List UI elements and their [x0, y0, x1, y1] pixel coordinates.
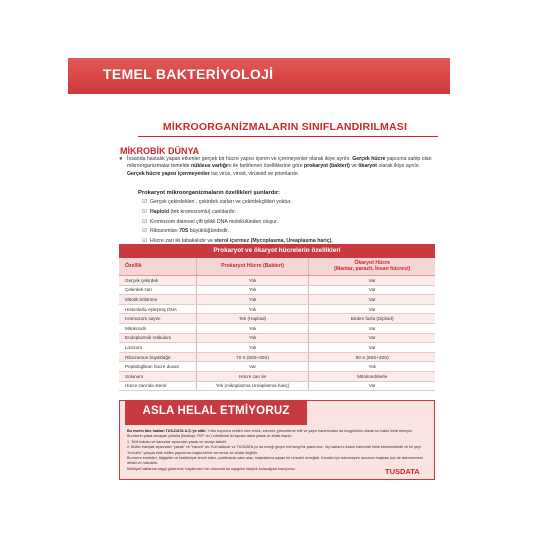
table-cell: Yok	[197, 343, 310, 352]
feature-text: Ribozomları	[150, 228, 180, 235]
table-header	[119, 258, 435, 276]
table-cell: Yok	[197, 276, 310, 285]
table-row	[119, 314, 435, 324]
table-cell: 70 S (50S+30S)	[197, 353, 310, 362]
table-cell: Yok	[197, 295, 310, 304]
table-row	[119, 305, 435, 315]
table-cell: Var	[368, 306, 376, 312]
table-cell: Var	[368, 325, 376, 331]
features-title: Prokaryot mikroorganizmaların özellikleri şunlardır:	[138, 190, 281, 196]
intro-text: ise virüs, viroid, virüsoid ve prionlardır.	[209, 170, 300, 177]
header-cell: Özellik	[119, 258, 197, 275]
feature-bold: 70S	[179, 228, 189, 235]
table-cell: Lizozom	[119, 343, 197, 352]
intro-text: ve	[349, 163, 359, 170]
warning-line: Yıllar boyunca verilen nice emek, zahmet, güncelleme telif ve yayın haramından da hoşgörüsüz olarak bu hakkı helal etmeyiz.	[206, 429, 413, 433]
intro-bold: prokaryot (bakteri)	[304, 163, 350, 170]
table-row	[119, 276, 435, 286]
checkbox-icon: ☑	[142, 228, 147, 235]
intro-bold: Gerçek hücre yapısı içermeyenler	[127, 170, 210, 177]
table-cell: Gerçek çekirdek	[119, 276, 197, 285]
table-cell: Yok (mikoplazma Ureaplasma hariç)	[197, 382, 310, 391]
table-cell: Mitokondri	[119, 324, 197, 333]
warning-paragraph: Bu esere emekleri, ibigiyetle ve kredileriyle tercih eden, yulaftırarak satın alan, başkalarına yayan bir hırsızlık örneğidir. Kendisi için istenmeyen durumun başkası için de istenmemesi ahlaki ve hukukidir.	[127, 456, 423, 466]
brand-logo: TUSDATA	[385, 467, 420, 476]
checkbox-icon: ☑	[142, 199, 147, 205]
table-cell: Mitotik bölünme	[119, 295, 197, 304]
intro-paragraph	[119, 156, 432, 178]
subsection-title: MİKROBİK DÜNYA	[120, 146, 200, 156]
table-cell: Var	[368, 383, 376, 389]
table-cell: 80 S (60S+40S)	[355, 354, 389, 360]
intro-bold: nükleus varlığı	[191, 163, 228, 170]
table-row	[119, 295, 435, 305]
warning-text	[127, 429, 427, 472]
intro-text: yapısına sahip olan mikroorganizmalar temelde	[127, 156, 432, 170]
table-cell: Var	[368, 335, 376, 341]
section-divider	[138, 136, 438, 137]
table-cell: Yok	[197, 286, 310, 295]
table-cell: Yok	[197, 334, 310, 343]
warning-paragraph: Bu eserin yasal olmayan yollarla (fotokopi, PDF vb.) edinilmesi iki açıdan daha yasak ve ahlak dışıdır.	[127, 434, 293, 439]
warning-paragraph: Mülkiyet haklarına saygı gösteriniz; hayatınızın her alanında bu saygının karşılık bulacağına inanıyoruz.	[127, 466, 296, 471]
table-cell: Var	[368, 344, 376, 350]
table-cell: Yok	[368, 364, 376, 370]
feature-text: Hücre zarı iki tabakalıdır ve	[150, 238, 215, 245]
checkbox-icon: ☑	[142, 238, 147, 245]
table-cell: Yok	[197, 324, 310, 333]
feature-item	[142, 227, 333, 237]
table-cell: Kromozom sayısı	[119, 314, 197, 323]
table-title: Prokaryot ve ökaryot hücrelerin özellikleri	[119, 244, 435, 258]
table-row	[119, 353, 435, 363]
table-row	[119, 362, 435, 372]
warning-paragraph: 1. Telif hukuku ve kanunlar açısından yasak ve cezayı tabidir.	[127, 439, 227, 444]
table-row	[119, 343, 435, 353]
feature-bold: sterol içermez (Mycoplasma, Ureaplasma hariç).	[214, 238, 333, 245]
table-cell: Endoplazmik retikulum	[119, 334, 197, 343]
table-row	[119, 286, 435, 296]
intro-bold: Gerçek hücre	[352, 156, 386, 162]
feature-text: Gerçek çekirdekleri , çekirdek zarları ve çekirdekçikleri yoktur.	[150, 199, 292, 205]
feature-bold: Haploid	[150, 208, 170, 215]
comparison-table	[119, 244, 435, 391]
feature-item	[142, 218, 333, 228]
warning-bold: Bu eserin tüm hakları TUS-DATA A.Ş.'ye aittir.	[127, 429, 207, 433]
table-cell: Solunum	[119, 372, 197, 381]
table-cell: Var	[368, 296, 376, 302]
table-cell: Var	[368, 277, 376, 283]
checkbox-icon: ☑	[142, 218, 147, 225]
table-body	[119, 276, 435, 391]
features-list	[142, 198, 333, 247]
checkbox-icon: ☑	[142, 208, 147, 215]
table-row	[119, 372, 435, 382]
intro-text: olarak ikiye ayrılır.	[377, 163, 420, 170]
table-cell: Var	[197, 362, 310, 371]
table-row	[119, 382, 435, 392]
header-cell: Prokaryot Hücre (Bakteri)	[197, 258, 310, 275]
warning-paragraph: 2. Bütün inançlar açısından "yasak" ve "haram" dır. Kul hakkıdır ve TUSDATA yo da emeği geçen herhangi bir yazarımız, hiç haklarını lisans haricinde helal etmemektedir ve bir şeyi "hırsızlık" yoluyla elde edilen yayınımızı başka birine vermeniz de ahlaki değildir.	[127, 445, 421, 455]
feature-text: büyüklüğündedir.	[188, 228, 230, 235]
table-cell: Çekirdek zarı	[119, 286, 197, 295]
table-cell: Histonlarla eşleşmiş DNA	[119, 305, 197, 314]
table-cell: Ribozomun büyüklüğü	[119, 353, 197, 362]
chapter-title: TEMEL BAKTERİYOLOJİ	[103, 66, 274, 82]
header-cell: Ökaryot Hücre (Mantar, parazit, İnsan hücresi)	[334, 259, 411, 272]
feature-text: Kromozom dairesel çift iplikli DNA molekülünden oluşur.	[150, 218, 279, 225]
intro-bold: ökaryot	[358, 163, 378, 170]
table-cell: Birden fazla (Diploid)	[350, 316, 394, 322]
intro-text: nı ile belirlenen özelliklerine göre	[227, 163, 305, 170]
table-cell: Hücre zarı ile	[197, 372, 310, 381]
feature-item	[142, 198, 333, 208]
table-cell: Var	[368, 287, 376, 293]
table-cell: Tek (Haploid)	[197, 314, 310, 323]
table-cell: Yok	[197, 305, 310, 314]
bullet-icon: ●	[119, 156, 123, 162]
warning-title: ASLA HELAL ETMİYORUZ	[142, 405, 290, 417]
table-row	[119, 334, 435, 344]
table-cell: Peptidoglikan hücre duvarı	[119, 362, 197, 371]
intro-text: İnsanda hastalık yapan etkenler gerçek bir hücre yapısı içeren ve içermeyenler olarak ikiye ayrılır.	[127, 156, 353, 162]
table-row	[119, 324, 435, 334]
feature-text: (tek kromozomlu) canlılardır.	[169, 208, 236, 215]
table-cell: Hücre zarında sterol	[119, 382, 197, 391]
table-cell: Mitokondrilerle	[357, 373, 388, 379]
section-title: MİKROORGANİZMALARIN SINIFLANDIRILMASI	[162, 121, 408, 133]
feature-item	[142, 208, 333, 218]
